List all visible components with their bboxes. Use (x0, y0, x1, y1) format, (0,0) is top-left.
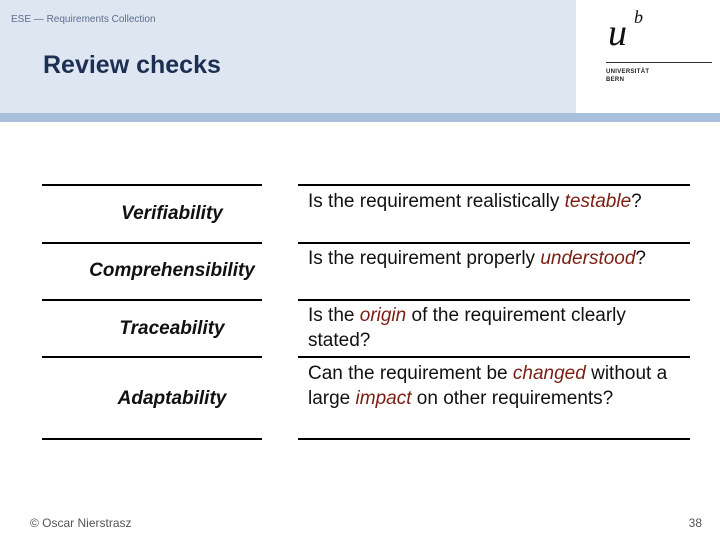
logo-line-2: BERN (606, 77, 625, 83)
desc-emphasis: impact (355, 387, 412, 409)
table-rule-left (42, 184, 262, 186)
desc-text: without a large (308, 363, 668, 409)
table-rule-right (298, 299, 690, 301)
desc-emphasis: changed (512, 363, 586, 384)
footer-author: © Oscar Nierstrasz (30, 516, 132, 530)
desc-text: Is the requirement properly (308, 248, 541, 269)
desc-emphasis: origin (359, 305, 407, 326)
table-rule-right (298, 438, 690, 440)
table-rule-left (42, 356, 262, 358)
page-number: 38 (688, 516, 702, 530)
logo-mark-b: b (634, 7, 643, 27)
term-description (308, 190, 693, 215)
term-label: Verifiability (121, 203, 223, 224)
term-description (308, 247, 693, 272)
header-divider (0, 113, 720, 122)
desc-text: Is the requirement realistically (308, 191, 565, 212)
table-rule-right (298, 184, 690, 186)
table-rule-right (298, 356, 690, 358)
table-rule-right (298, 242, 690, 244)
desc-text: Can the requirement be (308, 363, 513, 384)
logo-text (606, 68, 649, 84)
desc-text: on other requirements? (411, 387, 614, 409)
university-logo (606, 8, 712, 103)
table-rule-left (42, 299, 262, 301)
table-rule-left (42, 438, 262, 440)
desc-emphasis: understood (540, 248, 636, 269)
term-label: Traceability (119, 318, 225, 339)
term-label: Comprehensibility (89, 260, 255, 281)
logo-line-1: UNIVERSITÄT (606, 69, 650, 75)
logo-rule (606, 62, 712, 63)
slide-header (0, 0, 576, 113)
slide-title: Review checks (43, 51, 221, 79)
table-rule-left (42, 242, 262, 244)
logo-mark-u: u (608, 12, 627, 54)
term-description (308, 304, 693, 353)
term-label: Adaptability (117, 388, 227, 409)
desc-text: of the requirement clearly stated? (308, 305, 626, 351)
course-title: ESE — Requirements Collection (11, 14, 156, 25)
desc-text: ? (631, 191, 642, 212)
desc-text: ? (635, 248, 646, 269)
term-description (308, 362, 693, 411)
desc-text: Is the (308, 305, 360, 326)
desc-emphasis: testable (564, 191, 632, 212)
